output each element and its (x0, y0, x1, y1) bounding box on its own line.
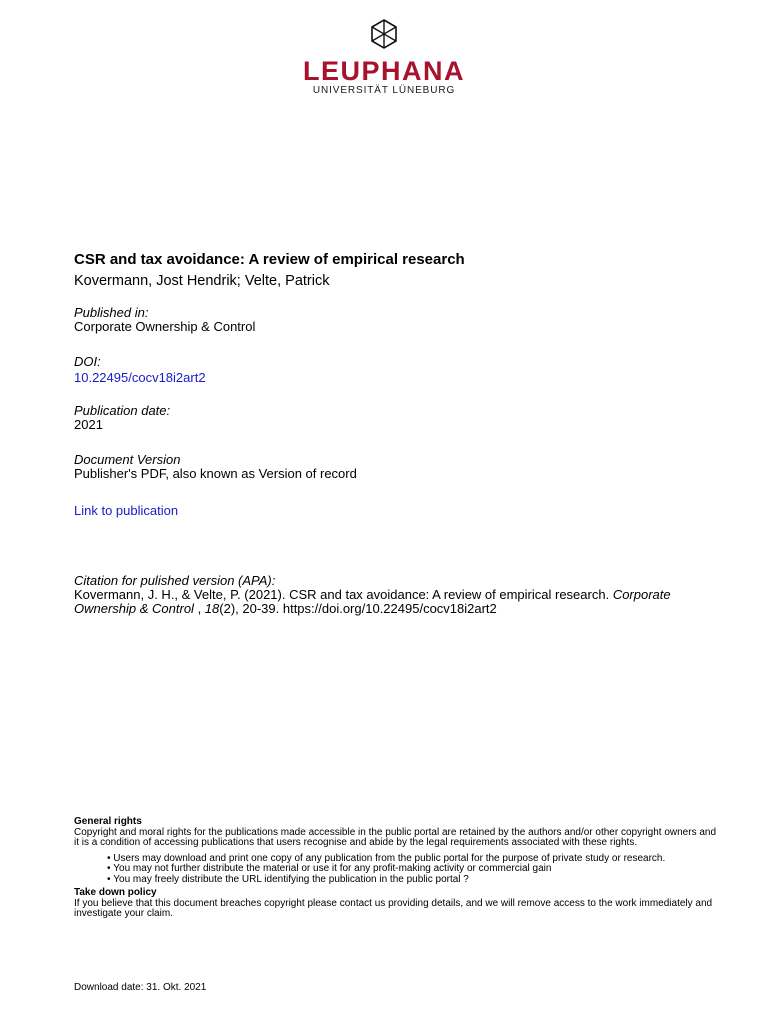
hexagon-cube-icon (369, 18, 399, 50)
citation-part2: , (193, 601, 205, 616)
footer (74, 983, 724, 994)
document-version-label: Document Version (74, 452, 181, 467)
logo-wordmark: LEUPHANA (302, 56, 465, 86)
citation-text (74, 588, 724, 616)
rights-bullet: • You may freely distribute the URL identifying the publication in the public portal ? (107, 875, 720, 886)
general-rights-heading: General rights (74, 816, 142, 827)
published-in-section (74, 306, 724, 334)
citation-section (74, 574, 724, 616)
general-rights-text: Copyright and moral rights for the publications made accessible in the public portal are retained by the authors and/or other copyright owners and it is a condition of accessing publications that users recognise and abide by the legal requirements associated with these rights. (74, 826, 717, 848)
rights-section (74, 817, 720, 920)
takedown-heading: Take down policy (74, 887, 157, 898)
document-version-section (74, 453, 724, 481)
published-in-value: Corporate Ownership & Control (74, 319, 256, 334)
rights-bullet: • Users may download and print one copy of any publication from the public portal for the purpose of private study or research. (107, 854, 720, 865)
citation-volume: 18 (204, 601, 220, 616)
citation-part1: Kovermann, J. H., & Velte, P. (2021). CSR and tax avoidance: A review of empirical research. (74, 587, 613, 602)
publication-date-label: Publication date: (74, 403, 171, 418)
publication-date-value: 2021 (74, 417, 103, 432)
download-date: Download date: 31. Okt. 2021 (74, 982, 207, 993)
document-version-value: Publisher's PDF, also known as Version of record (74, 466, 357, 481)
citation-label: Citation for pulished version (APA): (74, 573, 276, 588)
citation-journal: Corporate Ownership & Control (74, 587, 671, 616)
publication-link-section (74, 502, 724, 520)
university-logo (0, 18, 768, 97)
doi-link[interactable]: 10.22495/cocv18i2art2 (74, 370, 206, 385)
rights-bullet-list (107, 854, 720, 886)
published-in-label: Published in: (74, 305, 149, 320)
publication-date-section (74, 404, 724, 432)
doi-label: DOI: (74, 354, 101, 369)
link-to-publication[interactable]: Link to publication (74, 503, 179, 518)
record-header (74, 251, 724, 290)
takedown-text: If you believe that this document breaches copyright please contact us providing details, and we will remove access to the work immediately and investigate your claim. (74, 897, 713, 919)
doi-section (74, 355, 724, 387)
document-authors: Kovermann, Jost Hendrik; Velte, Patrick (74, 273, 330, 289)
rights-bullet: • You may not further distribute the material or use it for any profit-making activity or commercial gain (107, 864, 720, 875)
logo-subtitle: UNIVERSITÄT LÜNEBURG (312, 85, 456, 96)
document-title: CSR and tax avoidance: A review of empirical research (74, 251, 465, 268)
citation-part3: (2), 20-39. https://doi.org/10.22495/cocv18i2art2 (219, 601, 497, 616)
